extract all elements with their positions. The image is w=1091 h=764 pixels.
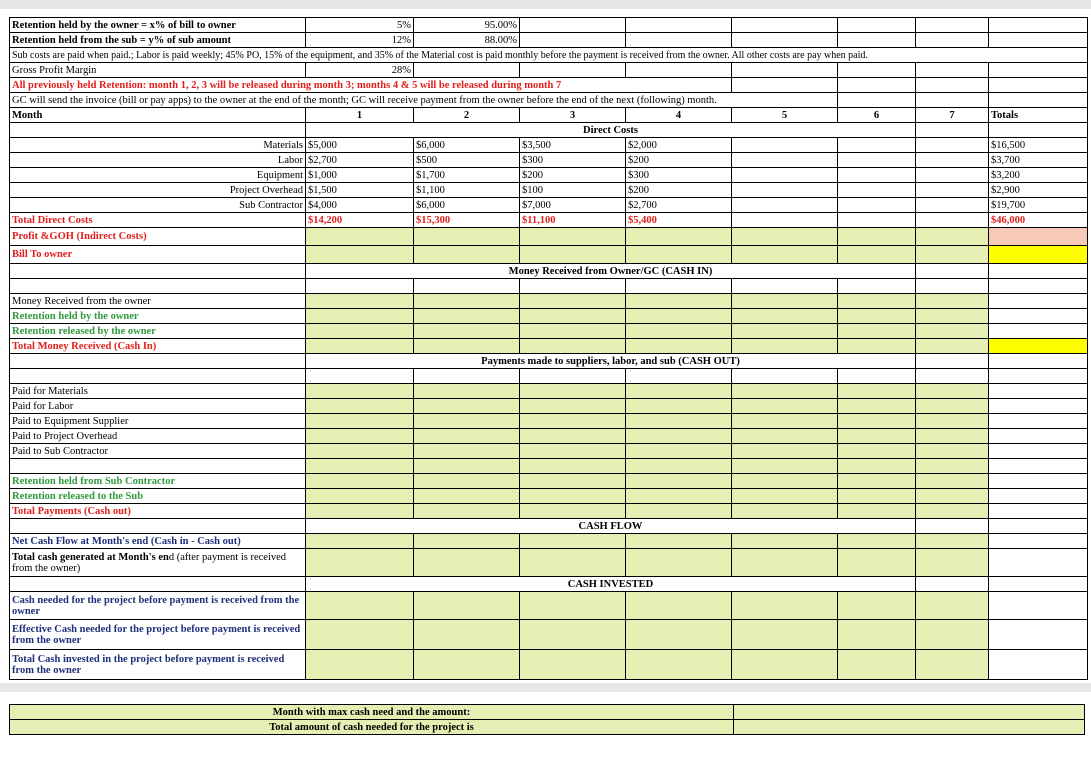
month-header: 7 <box>916 108 989 123</box>
total-direct-cell: $5,400 <box>626 213 732 228</box>
cash-in-label: Retention released by the owner <box>10 324 306 339</box>
cost-cell[interactable] <box>916 168 989 183</box>
cash-in-total-cell[interactable] <box>989 339 1088 354</box>
cost-cell[interactable] <box>916 183 989 198</box>
direct-costs-heading: Direct Costs <box>306 123 916 138</box>
total-direct-cell: $14,200 <box>306 213 414 228</box>
cash-out-row <box>10 444 1088 459</box>
cost-cell[interactable]: $2,700 <box>626 198 732 213</box>
cash-in-row <box>10 294 1088 309</box>
month-header: 4 <box>626 108 732 123</box>
cash-in-row <box>10 309 1088 324</box>
invested-label: Effective Cash needed for the project before payment is received from the owner <box>10 620 306 650</box>
cash-out-row <box>10 414 1088 429</box>
cost-label: Materials <box>10 138 306 153</box>
invested-label: Cash needed for the project before payment is received from the owner <box>10 592 306 620</box>
cost-cell[interactable] <box>916 138 989 153</box>
cost-cell[interactable]: $1,000 <box>306 168 414 183</box>
retention-owner-label: Retention held by the owner = x% of bill to owner <box>10 18 306 33</box>
cost-cell[interactable]: $200 <box>520 168 626 183</box>
total-cash-row <box>10 549 1088 577</box>
month-header: 3 <box>520 108 626 123</box>
cost-cell[interactable] <box>916 198 989 213</box>
cost-cell[interactable] <box>732 138 838 153</box>
max-cash-cell[interactable] <box>734 705 1085 720</box>
invoice-note: GC will send the invoice (bill or pay apps) to the owner at the end of the month; GC will receive payment from the owner before the end of the next (following) month. <box>10 93 838 108</box>
cash-out-row <box>10 384 1088 399</box>
cash-out-heading: Payments made to suppliers, labor, and sub (CASH OUT) <box>306 354 916 369</box>
cost-cell[interactable] <box>732 153 838 168</box>
direct-cost-row <box>10 198 1088 213</box>
retention-owner-row <box>10 18 1088 33</box>
cost-cell[interactable] <box>838 183 916 198</box>
cash-out-label: Retention released to the Sub <box>10 489 306 504</box>
total-needed-cell[interactable] <box>734 720 1085 735</box>
cost-cell[interactable]: $1,700 <box>414 168 520 183</box>
cash-flow-spreadsheet <box>9 17 1088 680</box>
cost-cell[interactable]: $3,500 <box>520 138 626 153</box>
retention-sub-row <box>10 33 1088 48</box>
cost-cell[interactable]: $2,000 <box>626 138 732 153</box>
cash-out-total-row <box>10 504 1088 519</box>
cash-out-row <box>10 429 1088 444</box>
cost-total: $3,200 <box>989 168 1088 183</box>
cost-label: Sub Contractor <box>10 198 306 213</box>
cash-out-label: Paid to Equipment Supplier <box>10 414 306 429</box>
cash-flow-heading: CASH FLOW <box>306 519 916 534</box>
profit-total-cell[interactable] <box>989 228 1088 246</box>
cash-in-total-row <box>10 339 1088 354</box>
gross-profit-label: Gross Profit Margin <box>10 63 306 78</box>
retention-release-note: All previously held Retention: month 1, 2, 3 will be released during month 3; months 4 & 5 will be released during month 7 <box>10 78 732 93</box>
max-cash-row <box>10 705 1085 720</box>
total-needed-label: Total amount of cash needed for the project is <box>10 720 734 735</box>
cost-cell[interactable]: $1,500 <box>306 183 414 198</box>
cost-cell[interactable] <box>838 198 916 213</box>
cost-total: $3,700 <box>989 153 1088 168</box>
direct-cost-row <box>10 138 1088 153</box>
summary-table <box>9 704 1085 735</box>
cash-out-row <box>10 489 1088 504</box>
cash-out-row <box>10 474 1088 489</box>
month-header-row <box>10 108 1088 123</box>
cost-cell[interactable]: $1,100 <box>414 183 520 198</box>
cost-cell[interactable] <box>838 168 916 183</box>
max-cash-label: Month with max cash need and the amount: <box>10 705 734 720</box>
total-direct-cell: $11,100 <box>520 213 626 228</box>
cost-cell[interactable]: $300 <box>520 153 626 168</box>
total-needed-row <box>10 720 1085 735</box>
month-header: 5 <box>732 108 838 123</box>
cost-cell[interactable] <box>838 138 916 153</box>
cash-in-label: Total Money Received (Cash In) <box>10 339 306 354</box>
month-label: Month <box>10 108 306 123</box>
cash-in-heading: Money Received from Owner/GC (CASH IN) <box>306 264 916 279</box>
cost-label: Project Overhead <box>10 183 306 198</box>
profit-row <box>10 228 1088 246</box>
cost-cell[interactable]: $5,000 <box>306 138 414 153</box>
cash-out-label: Paid for Materials <box>10 384 306 399</box>
cost-cell[interactable] <box>732 183 838 198</box>
cost-cell[interactable]: $200 <box>626 183 732 198</box>
month-header: 2 <box>414 108 520 123</box>
top-divider <box>0 0 1091 9</box>
gross-profit-value[interactable]: 28% <box>306 63 414 78</box>
retention-owner-complement[interactable]: 95.00% <box>414 18 520 33</box>
invested-row <box>10 650 1088 680</box>
invested-label: Total Cash invested in the project before payment is received from the owner <box>10 650 306 680</box>
cash-in-label: Money Received from the owner <box>10 294 306 309</box>
cost-total: $2,900 <box>989 183 1088 198</box>
cash-out-label: Paid to Project Overhead <box>10 429 306 444</box>
cash-out-label: Retention held from Sub Contractor <box>10 474 306 489</box>
profit-label: Profit &GOH (Indirect Costs) <box>10 228 306 246</box>
totals-header: Totals <box>989 108 1088 123</box>
cash-invested-heading: CASH INVESTED <box>306 577 916 592</box>
total-cash-label: Total cash generated at Month's end (after payment is received from the owner) <box>10 549 306 577</box>
bill-row <box>10 246 1088 264</box>
bill-total-cell[interactable] <box>989 246 1088 264</box>
cash-out-label: Paid for Labor <box>10 399 306 414</box>
cash-in-row <box>10 324 1088 339</box>
total-direct-cell: $15,300 <box>414 213 520 228</box>
cash-out-label: Paid to Sub Contractor <box>10 444 306 459</box>
retention-sub-pct[interactable]: 12% <box>306 33 414 48</box>
payment-terms-note: Sub costs are paid when paid.; Labor is paid weekly; 45% PO, 15% of the equipment, and 35% of the Material cost is paid monthly before the payment is received from the owner. All other costs are pay when paid. <box>10 48 1088 63</box>
cost-total: $19,700 <box>989 198 1088 213</box>
direct-cost-row <box>10 183 1088 198</box>
cost-cell[interactable]: $7,000 <box>520 198 626 213</box>
retention-sub-complement[interactable]: 88.00% <box>414 33 520 48</box>
invested-row <box>10 592 1088 620</box>
cost-cell[interactable]: $100 <box>520 183 626 198</box>
cost-label: Labor <box>10 153 306 168</box>
cash-in-label: Retention held by the owner <box>10 309 306 324</box>
net-cash-row <box>10 534 1088 549</box>
total-direct-label: Total Direct Costs <box>10 213 306 228</box>
total-direct-total: $46,000 <box>989 213 1088 228</box>
cost-cell[interactable] <box>732 198 838 213</box>
cost-cell[interactable] <box>916 153 989 168</box>
bill-label: Bill To owner <box>10 246 306 264</box>
retention-sub-label: Retention held from the sub = y% of sub amount <box>10 33 306 48</box>
section-divider <box>0 683 1091 692</box>
month-header: 1 <box>306 108 414 123</box>
cost-total: $16,500 <box>989 138 1088 153</box>
invested-row <box>10 620 1088 650</box>
net-cash-label: Net Cash Flow at Month's end (Cash in - Cash out) <box>10 534 306 549</box>
month-header: 6 <box>838 108 916 123</box>
cost-cell[interactable]: $6,000 <box>414 138 520 153</box>
direct-cost-row <box>10 153 1088 168</box>
cost-cell[interactable]: $200 <box>626 153 732 168</box>
cost-cell[interactable]: $4,000 <box>306 198 414 213</box>
cost-cell[interactable]: $2,700 <box>306 153 414 168</box>
total-direct-row <box>10 213 1088 228</box>
cost-cell[interactable] <box>838 153 916 168</box>
cost-label: Equipment <box>10 168 306 183</box>
gross-profit-row <box>10 63 1088 78</box>
cost-cell[interactable]: $300 <box>626 168 732 183</box>
cost-cell[interactable]: $6,000 <box>414 198 520 213</box>
cost-cell[interactable]: $500 <box>414 153 520 168</box>
retention-owner-pct[interactable]: 5% <box>306 18 414 33</box>
cash-out-label: Total Payments (Cash out) <box>10 504 306 519</box>
direct-cost-row <box>10 168 1088 183</box>
cost-cell[interactable] <box>732 168 838 183</box>
cash-out-row <box>10 399 1088 414</box>
